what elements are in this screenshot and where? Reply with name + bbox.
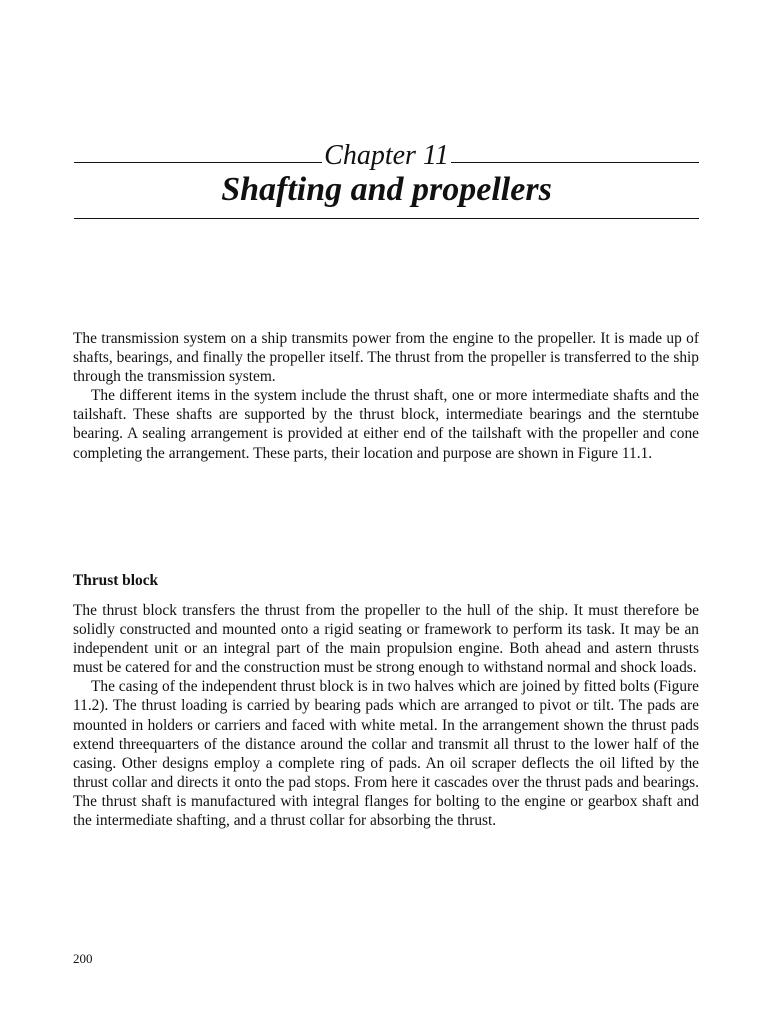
chapter-label: Chapter 11 xyxy=(324,140,449,171)
title-rule xyxy=(74,218,699,219)
thrust-block-section xyxy=(73,601,699,830)
section-heading-thrust-block: Thrust block xyxy=(73,572,159,589)
chapter-rule-right xyxy=(451,162,699,163)
intro-section xyxy=(73,329,699,463)
thrust-paragraph-2: The casing of the independent thrust block is in two halves which are joined by fitted bolts (Figure 11.2). The thrust loading is carried by bearing pads which are arranged to pivot or tilt. The pads are mounted in holders or carriers and faced with white metal. In the arrangement shown the thrust pads extend threequarters of the distance around the collar and transmit all thrust to the lower half of the casing. Other designs employ a complete ring of pads. An oil scraper deflects the oil lifted by the thrust collar and directs it onto the pad stops. From here it cascades over the thrust pads and bearings. The thrust shaft is manufactured with integral flanges for bolting to the engine or gearbox shaft and the intermediate shafting, and a thrust collar for absorbing the thrust. xyxy=(73,678,699,830)
chapter-title: Shafting and propellers xyxy=(221,171,552,208)
chapter-rule-left xyxy=(74,162,322,163)
chapter-header xyxy=(74,136,699,170)
intro-paragraph-2: The different items in the system include the thrust shaft, one or more intermediate shafts and the tailshaft. These shafts are supported by the thrust block, intermediate bearings and the sterntube bearing. A sealing arrangement is provided at either end of the tailshaft with the propeller and cone completing the arrangement. These parts, their location and purpose are shown in Figure 11.1. xyxy=(73,387,699,462)
intro-paragraph-1: The transmission system on a ship transmits power from the engine to the propeller. It is made up of shafts, bearings, and finally the propeller itself. The thrust from the propeller is transferred to the ship through the transmission system. xyxy=(73,330,699,386)
page-number: 200 xyxy=(73,951,93,966)
thrust-paragraph-1: The thrust block transfers the thrust from the propeller to the hull of the ship. It must therefore be solidly constructed and mounted onto a rigid seating or framework to perform its task. It may be an independent unit or an integral part of the main propulsion engine. Both ahead and astern thrusts must be catered for and the construction must be strong enough to withstand normal and shock loads. xyxy=(73,602,699,677)
